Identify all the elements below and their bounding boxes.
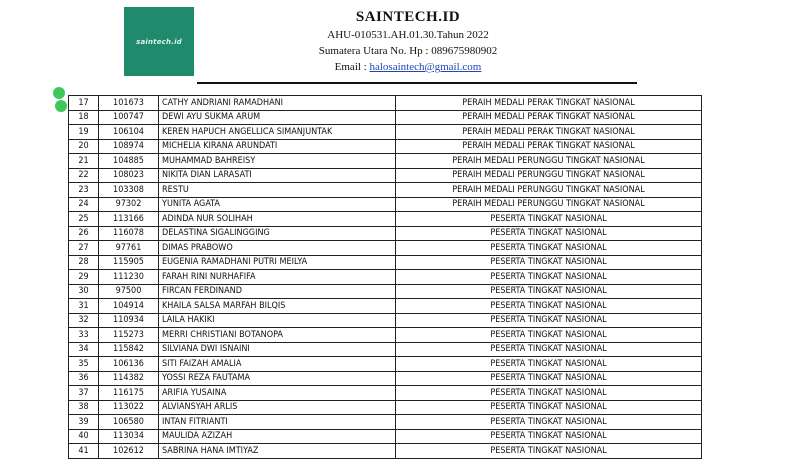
participant-name: CATHY ANDRIANI RAMADHANI xyxy=(159,96,396,111)
participant-name: DIMAS PRABOWO xyxy=(159,241,396,256)
award-status: PERAIH MEDALI PERUNGGU TINGKAT NASIONAL xyxy=(396,168,702,183)
row-number: 30 xyxy=(69,284,99,299)
participant-id: 106136 xyxy=(99,357,159,372)
participant-id: 102612 xyxy=(99,444,159,459)
row-number: 17 xyxy=(69,96,99,111)
row-number: 34 xyxy=(69,342,99,357)
row-number: 21 xyxy=(69,154,99,169)
address-phone: Sumatera Utara No. Hp : 089675980902 xyxy=(318,45,498,57)
participant-id: 114382 xyxy=(99,371,159,386)
participant-name: INTAN FITRIANTI xyxy=(159,415,396,430)
logo-text: saintech.id xyxy=(136,37,182,46)
table-row xyxy=(69,226,702,241)
row-number: 29 xyxy=(69,270,99,285)
participant-id: 116078 xyxy=(99,226,159,241)
award-status: PESERTA TINGKAT NASIONAL xyxy=(396,299,702,314)
award-status: PESERTA TINGKAT NASIONAL xyxy=(396,313,702,328)
table-row xyxy=(69,125,702,140)
letterhead xyxy=(300,8,516,75)
table-row xyxy=(69,284,702,299)
award-status: PESERTA TINGKAT NASIONAL xyxy=(396,284,702,299)
table-row xyxy=(69,110,702,125)
participant-name: MAULIDA AZIZAH xyxy=(159,429,396,444)
participant-name: FIRCAN FERDINAND xyxy=(159,284,396,299)
award-status: PESERTA TINGKAT NASIONAL xyxy=(396,226,702,241)
participant-name: YOSSI REZA FAUTAMA xyxy=(159,371,396,386)
table-row xyxy=(69,371,702,386)
participant-id: 113022 xyxy=(99,400,159,415)
award-status: PESERTA TINGKAT NASIONAL xyxy=(396,357,702,372)
row-number: 37 xyxy=(69,386,99,401)
table-row xyxy=(69,444,702,459)
participant-id: 115842 xyxy=(99,342,159,357)
participant-name: KHAILA SALSA MARFAH BILQIS xyxy=(159,299,396,314)
table-row xyxy=(69,154,702,169)
table-row xyxy=(69,313,702,328)
row-number: 41 xyxy=(69,444,99,459)
participant-name: ARIFIA YUSAINA xyxy=(159,386,396,401)
participant-id: 103308 xyxy=(99,183,159,198)
table-row xyxy=(69,342,702,357)
green-marker-dot xyxy=(55,100,67,112)
row-number: 18 xyxy=(69,110,99,125)
table-row xyxy=(69,386,702,401)
row-number: 33 xyxy=(69,328,99,343)
participant-id: 108023 xyxy=(99,168,159,183)
participant-name: FARAH RINI NURHAFIFA xyxy=(159,270,396,285)
participant-name: SABRINA HANA IMTIYAZ xyxy=(159,444,396,459)
award-status: PESERTA TINGKAT NASIONAL xyxy=(396,444,702,459)
participant-name: SILVIANA DWI ISNAINI xyxy=(159,342,396,357)
participant-id: 101673 xyxy=(99,96,159,111)
award-status: PERAIH MEDALI PERUNGGU TINGKAT NASIONAL xyxy=(396,183,702,198)
row-number: 32 xyxy=(69,313,99,328)
award-status: PESERTA TINGKAT NASIONAL xyxy=(396,386,702,401)
table-row xyxy=(69,255,702,270)
table-row xyxy=(69,212,702,227)
participant-name: EUGENIA RAMADHANI PUTRI MEILYA xyxy=(159,255,396,270)
participant-name: DELASTINA SIGALINGGING xyxy=(159,226,396,241)
table-row xyxy=(69,270,702,285)
participant-id: 106104 xyxy=(99,125,159,140)
table-row xyxy=(69,429,702,444)
table-row xyxy=(69,328,702,343)
row-number: 40 xyxy=(69,429,99,444)
participant-id: 100747 xyxy=(99,110,159,125)
award-status: PERAIH MEDALI PERUNGGU TINGKAT NASIONAL xyxy=(396,154,702,169)
award-status: PESERTA TINGKAT NASIONAL xyxy=(396,429,702,444)
participant-name: ALVIANSYAH ARLIS xyxy=(159,400,396,415)
participant-id: 97761 xyxy=(99,241,159,256)
row-number: 35 xyxy=(69,357,99,372)
table-row xyxy=(69,168,702,183)
participant-name: SITI FAIZAH AMALIA xyxy=(159,357,396,372)
saintech-logo xyxy=(124,7,194,76)
table-row xyxy=(69,357,702,372)
row-number: 22 xyxy=(69,168,99,183)
award-status: PESERTA TINGKAT NASIONAL xyxy=(396,255,702,270)
row-number: 28 xyxy=(69,255,99,270)
row-number: 36 xyxy=(69,371,99,386)
participant-id: 97500 xyxy=(99,284,159,299)
table-row xyxy=(69,139,702,154)
row-number: 23 xyxy=(69,183,99,198)
participant-name: MUHAMMAD BAHREISY xyxy=(159,154,396,169)
participant-name: NIKITA DIAN LARASATI xyxy=(159,168,396,183)
row-number: 26 xyxy=(69,226,99,241)
award-status: PERAIH MEDALI PERUNGGU TINGKAT NASIONAL xyxy=(396,197,702,212)
award-status: PESERTA TINGKAT NASIONAL xyxy=(396,270,702,285)
award-status: PESERTA TINGKAT NASIONAL xyxy=(396,415,702,430)
participant-id: 116175 xyxy=(99,386,159,401)
participant-id: 113034 xyxy=(99,429,159,444)
award-status: PERAIH MEDALI PERAK TINGKAT NASIONAL xyxy=(396,96,702,111)
award-status: PESERTA TINGKAT NASIONAL xyxy=(396,212,702,227)
row-number: 39 xyxy=(69,415,99,430)
participant-id: 111230 xyxy=(99,270,159,285)
participant-name: YUNITA AGATA xyxy=(159,197,396,212)
row-number: 27 xyxy=(69,241,99,256)
award-status: PESERTA TINGKAT NASIONAL xyxy=(396,371,702,386)
table-row xyxy=(69,183,702,198)
participant-id: 115905 xyxy=(99,255,159,270)
award-status: PESERTA TINGKAT NASIONAL xyxy=(396,328,702,343)
participant-id: 97302 xyxy=(99,197,159,212)
row-number: 25 xyxy=(69,212,99,227)
participant-name: ADINDA NUR SOLIHAH xyxy=(159,212,396,227)
organization-title: SAINTECH.ID xyxy=(355,9,461,25)
participant-name: MICHELIA KIRANA ARUNDATI xyxy=(159,139,396,154)
header-divider xyxy=(197,82,637,84)
participant-name: LAILA HAKIKI xyxy=(159,313,396,328)
table-row xyxy=(69,241,702,256)
participant-id: 108974 xyxy=(99,139,159,154)
row-number: 19 xyxy=(69,125,99,140)
table-row xyxy=(69,400,702,415)
email-label: Email : xyxy=(334,61,370,73)
participant-name: MERRI CHRISTIANI BOTANOPA xyxy=(159,328,396,343)
table-row xyxy=(69,197,702,212)
award-status: PESERTA TINGKAT NASIONAL xyxy=(396,400,702,415)
participant-name: RESTU xyxy=(159,183,396,198)
award-status: PERAIH MEDALI PERAK TINGKAT NASIONAL xyxy=(396,139,702,154)
award-status: PERAIH MEDALI PERAK TINGKAT NASIONAL xyxy=(396,110,702,125)
participant-id: 104885 xyxy=(99,154,159,169)
participant-table-body xyxy=(69,96,702,459)
award-status: PERAIH MEDALI PERAK TINGKAT NASIONAL xyxy=(396,125,702,140)
table-row xyxy=(69,415,702,430)
award-status: PESERTA TINGKAT NASIONAL xyxy=(396,241,702,256)
participant-table xyxy=(68,95,702,459)
row-number: 31 xyxy=(69,299,99,314)
participant-id: 115273 xyxy=(99,328,159,343)
email-row xyxy=(300,59,516,75)
participant-name: KEREN HAPUCH ANGELLICA SIMANJUNTAK xyxy=(159,125,396,140)
table-row xyxy=(69,96,702,111)
participant-id: 104914 xyxy=(99,299,159,314)
participant-id: 110934 xyxy=(99,313,159,328)
row-number: 20 xyxy=(69,139,99,154)
email-link[interactable]: halosaintech@gmail.com xyxy=(369,61,482,73)
participant-id: 106580 xyxy=(99,415,159,430)
participant-name: DEWI AYU SUKMA ARUM xyxy=(159,110,396,125)
row-number: 24 xyxy=(69,197,99,212)
participant-id: 113166 xyxy=(99,212,159,227)
registration-number: AHU-010531.AH.01.30.Tahun 2022 xyxy=(327,29,489,41)
green-marker-dot xyxy=(53,87,65,99)
row-number: 38 xyxy=(69,400,99,415)
table-row xyxy=(69,299,702,314)
award-status: PESERTA TINGKAT NASIONAL xyxy=(396,342,702,357)
